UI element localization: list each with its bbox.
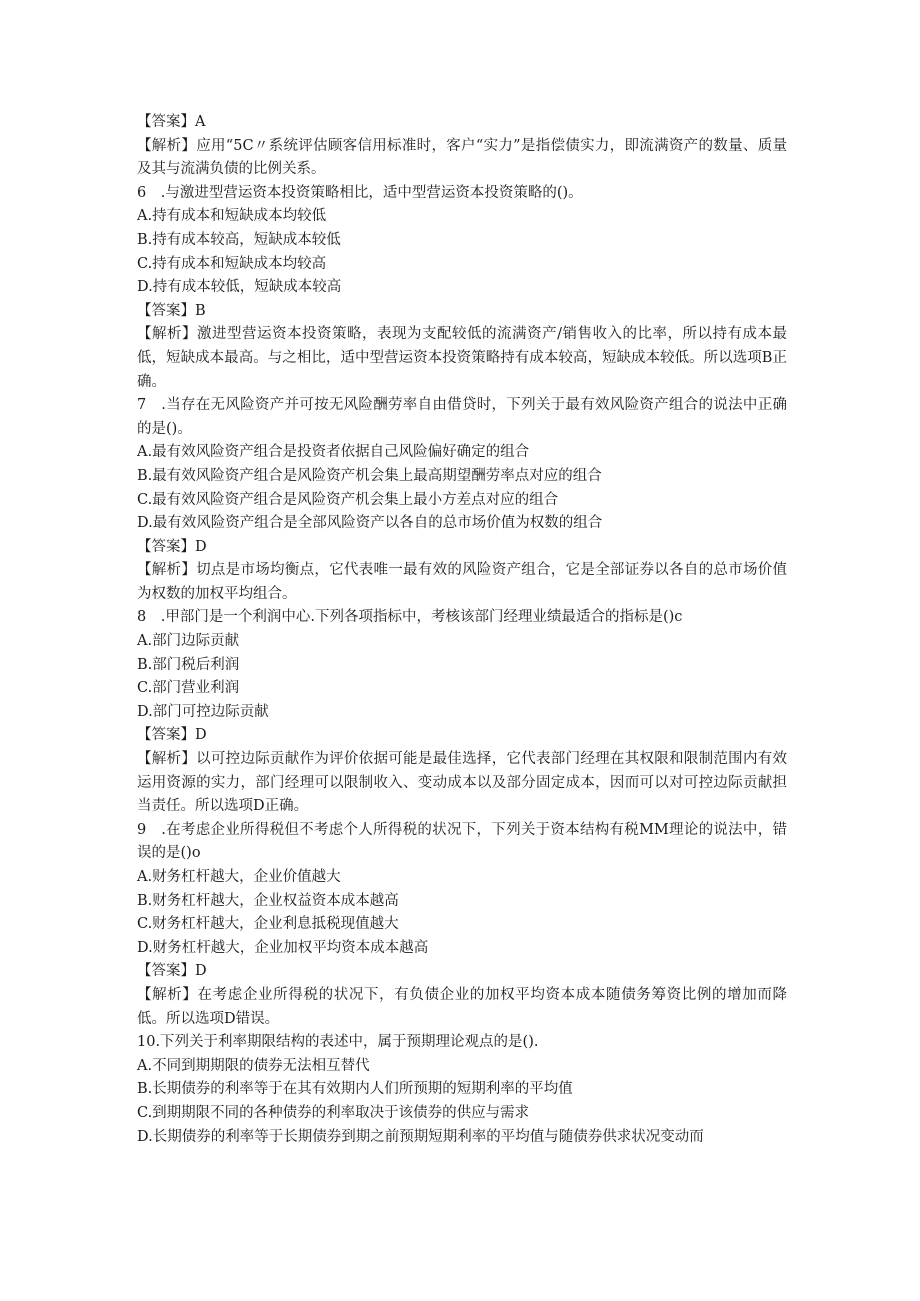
option-c: C.部门营业利润 (137, 680, 240, 697)
option-d: D.最有效风险资产组合是全部风险资产以各自的总市场价值为权数的组合 (137, 515, 603, 532)
answer-line: 【答案】B (137, 302, 206, 319)
document-body (137, 111, 787, 1149)
option-a: A.财务杠杆越大，企业价值越大 (137, 869, 341, 885)
option-b: B.最有效风险资产组合是风险资产机会集上最高期望酬劳率点对应的组合 (137, 467, 602, 484)
explanation-paragraph: 【解析】激进型营运资本投资策略，表现为支配较低的流满资产/销售收入的比率，所以持有成本最低，短缺成本最高。与之相比，适中型营运资本投资策略持有成本较高，短缺成本较低。所以选项B正确。 (137, 326, 787, 390)
answer-line: 【答案】D (137, 538, 207, 555)
option-d: D.持有成本较低，短缺成本较高 (137, 279, 342, 296)
explanation-paragraph: 【解析】在考虑企业所得税的状况下，有负债企业的加权平均资本成本随债务筹资比例的增加而降低。所以选项D错误。 (137, 986, 787, 1027)
option-b: B.财务杠杆越大，企业权益资本成本越高 (137, 892, 399, 909)
answer-line: 【答案】D (137, 963, 207, 980)
question-6: 6 .与激进型营运资本投资策略相比，适中型营运资本投资策略的()。 (137, 184, 583, 201)
explanation-paragraph: 【解析】应用“5C〃系统评估顾客信用标准时，客户“实力”是指偿债实力，即流满资产的数量、质量及其与流满负债的比例关系。 (137, 137, 787, 178)
option-b: B.部门税后利润 (137, 656, 240, 673)
option-c: C.财务杠杆越大，企业利息抵税现值越大 (137, 916, 399, 933)
explanation-paragraph: 【解析】以可控边际贡献作为评价依据可能是最佳选择，它代表部门经理在其权限和限制范围内有效运用资源的实力，部门经理可以限制收入、变动成本以及部分固定成本，因而可以对可控边际贡献担当责任。所以选项D正确。 (137, 751, 787, 815)
option-d: D.长期债券的利率等于长期债券到期之前预期短期利率的平均值与随债券供求状况变动而 (137, 1128, 704, 1145)
question-10: 10.下列关于利率期限结构的表述中，属于预期理论观点的是(). (137, 1034, 539, 1051)
question-9: 9 .在考虑企业所得税但不考虑个人所得税的状况下，下列关于资本结构有税MM理论的说法中，错误的是()o (137, 821, 787, 862)
option-b: B.长期债券的利率等于在其有效期内人们所预期的短期利率的平均值 (137, 1081, 573, 1098)
option-d: D.财务杠杆越大，企业加权平均资本成本越高 (137, 939, 429, 956)
explanation-paragraph: 【解析】切点是市场均衡点，它代表唯一最有效的风险资产组合，它是全部证券以各自的总市场价值为权数的加权平均组合。 (137, 562, 787, 602)
option-c: C.到期期限不同的各种债券的利率取决于该债券的供应与需求 (137, 1104, 530, 1121)
option-a: A.最有效风险资产组合是投资者依据自己风险偏好确定的组合 (137, 444, 530, 461)
answer-line: 【答案】D (137, 727, 207, 744)
option-b: B.持有成本较高，短缺成本较低 (137, 231, 341, 248)
option-d: D.部门可控边际贡献 (137, 703, 269, 720)
question-8: 8 .甲部门是一个利润中心.下列各项指标中，考核该部门经理业绩最适合的指标是()c (137, 609, 683, 626)
answer-line: 【答案】A (137, 114, 206, 130)
option-a: A.持有成本和短缺成本均较低 (137, 208, 327, 225)
option-c: C.持有成本和短缺成本均较高 (137, 255, 327, 272)
question-7: 7 .当存在无风险资产并可按无风险酬劳率自由借贷时，下列关于最有效风险资产组合的说法中正确的是()。 (137, 397, 787, 437)
option-a: A.部门边际贡献 (137, 633, 240, 650)
option-c: C.最有效风险资产组合是风险资产机会集上最小方差点对应的组合 (137, 491, 559, 508)
option-a: A.不同到期期限的债券无法相互替代 (137, 1057, 370, 1074)
